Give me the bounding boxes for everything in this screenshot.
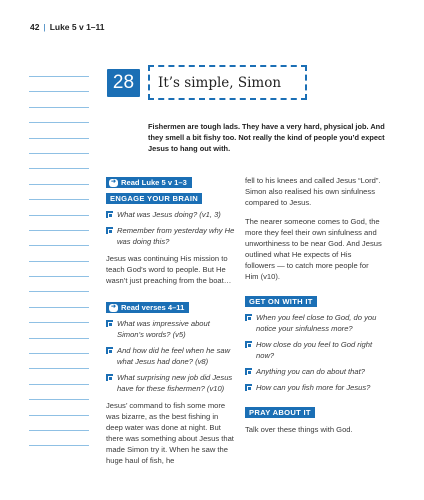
question-item — [245, 339, 383, 361]
get-on-heading: GET ON WITH IT — [245, 296, 317, 307]
question-text: What surprising new job did Jesus have for these fishermen? (v10) — [117, 373, 233, 393]
note-line — [29, 76, 89, 77]
note-line — [29, 230, 89, 231]
body-paragraph: The nearer someone comes to God, the more they feel their own sinfulness and unworthiness to be near God. And Jesus outlined what He expects of His followers — to catch more people for Him (v10). — [245, 217, 382, 281]
pray-heading: PRAY ABOUT IT — [245, 407, 315, 418]
question-marker-icon — [106, 320, 113, 327]
note-line — [29, 384, 89, 385]
note-line — [29, 430, 89, 431]
note-line — [29, 215, 89, 216]
header-separator: | — [43, 22, 46, 32]
read-passage-2 — [106, 302, 189, 313]
arrow-icon: ➜ — [110, 179, 117, 185]
intro-text: Fishermen are tough lads. They have a very hard, physical job. And they smell a bit fishy too. Not really the kind of people you’d expect Jesus to hang out with. — [148, 122, 385, 153]
question-marker-icon — [245, 314, 252, 321]
note-line — [29, 368, 89, 369]
note-line — [29, 245, 89, 246]
question-item — [245, 366, 383, 377]
bible-reference: Luke 5 v 1–11 — [49, 22, 105, 32]
left-column — [106, 175, 236, 466]
read-passage-1 — [106, 177, 192, 188]
note-line — [29, 138, 89, 139]
study-number-badge: 28 — [107, 69, 140, 97]
note-line — [29, 415, 89, 416]
question-text: How close do you feel to God right now? — [256, 340, 373, 360]
note-line — [29, 153, 89, 154]
page-header — [30, 22, 105, 32]
note-line — [29, 91, 89, 92]
notes-lines — [29, 76, 89, 461]
question-item — [245, 382, 383, 393]
question-marker-icon — [106, 227, 113, 234]
question-item — [106, 372, 236, 394]
question-text: What was Jesus doing? (v1, 3) — [117, 210, 221, 219]
read-passage-2-label: Read verses 4–11 — [121, 303, 185, 312]
note-line — [29, 353, 89, 354]
note-line — [29, 276, 89, 277]
page-number: 42 — [30, 22, 40, 32]
note-line — [29, 399, 89, 400]
question-item — [106, 345, 236, 367]
question-text: How can you fish more for Jesus? — [256, 383, 371, 392]
title-box — [148, 65, 307, 100]
question-text: What was impressive about Simon’s words? (v5) — [117, 319, 210, 339]
note-line — [29, 338, 89, 339]
body-paragraph: Jesus’ command to fish some more was bizarre, as the best fishing in deep water was done at night. But there was something about Jesus that made Simon try it. When he saw the huge haul of fish, he — [106, 401, 234, 465]
question-marker-icon — [245, 341, 252, 348]
question-marker-icon — [106, 374, 113, 381]
question-marker-icon — [106, 211, 113, 218]
question-text: Anything you can do about that? — [256, 367, 365, 376]
question-text: And how did he feel when he saw what Jesus had done? (v8) — [117, 346, 231, 366]
page-title: It’s simple, Simon — [158, 74, 282, 91]
question-marker-icon — [245, 368, 252, 375]
arrow-icon: ➜ — [110, 304, 117, 310]
question-item — [106, 318, 236, 340]
body-paragraph: fell to his knees and called Jesus “Lord”. Simon also realised his own sinfulness compared to Jesus. — [245, 176, 381, 207]
note-line — [29, 107, 89, 108]
read-passage-1-label: Read Luke 5 v 1–3 — [121, 178, 187, 187]
body-paragraph: Jesus was continuing His mission to teach God’s word to people. But He wasn’t just preaching from the boat… — [106, 254, 232, 285]
note-line — [29, 322, 89, 323]
note-line — [29, 291, 89, 292]
right-column — [245, 175, 383, 435]
engage-heading: ENGAGE YOUR BRAIN — [106, 193, 202, 204]
note-line — [29, 184, 89, 185]
question-marker-icon — [106, 347, 113, 354]
question-text: Remember from yesterday why He was doing this? — [117, 226, 235, 246]
note-line — [29, 261, 89, 262]
question-marker-icon — [245, 384, 252, 391]
note-line — [29, 445, 89, 446]
question-text: When you feel close to God, do you notice your sinfulness more? — [256, 313, 377, 333]
note-line — [29, 168, 89, 169]
body-paragraph: Talk over these things with God. — [245, 425, 353, 434]
note-line — [29, 307, 89, 308]
note-line — [29, 122, 89, 123]
note-line — [29, 199, 89, 200]
question-item — [106, 225, 236, 247]
question-item — [106, 209, 236, 220]
question-item — [245, 312, 383, 334]
